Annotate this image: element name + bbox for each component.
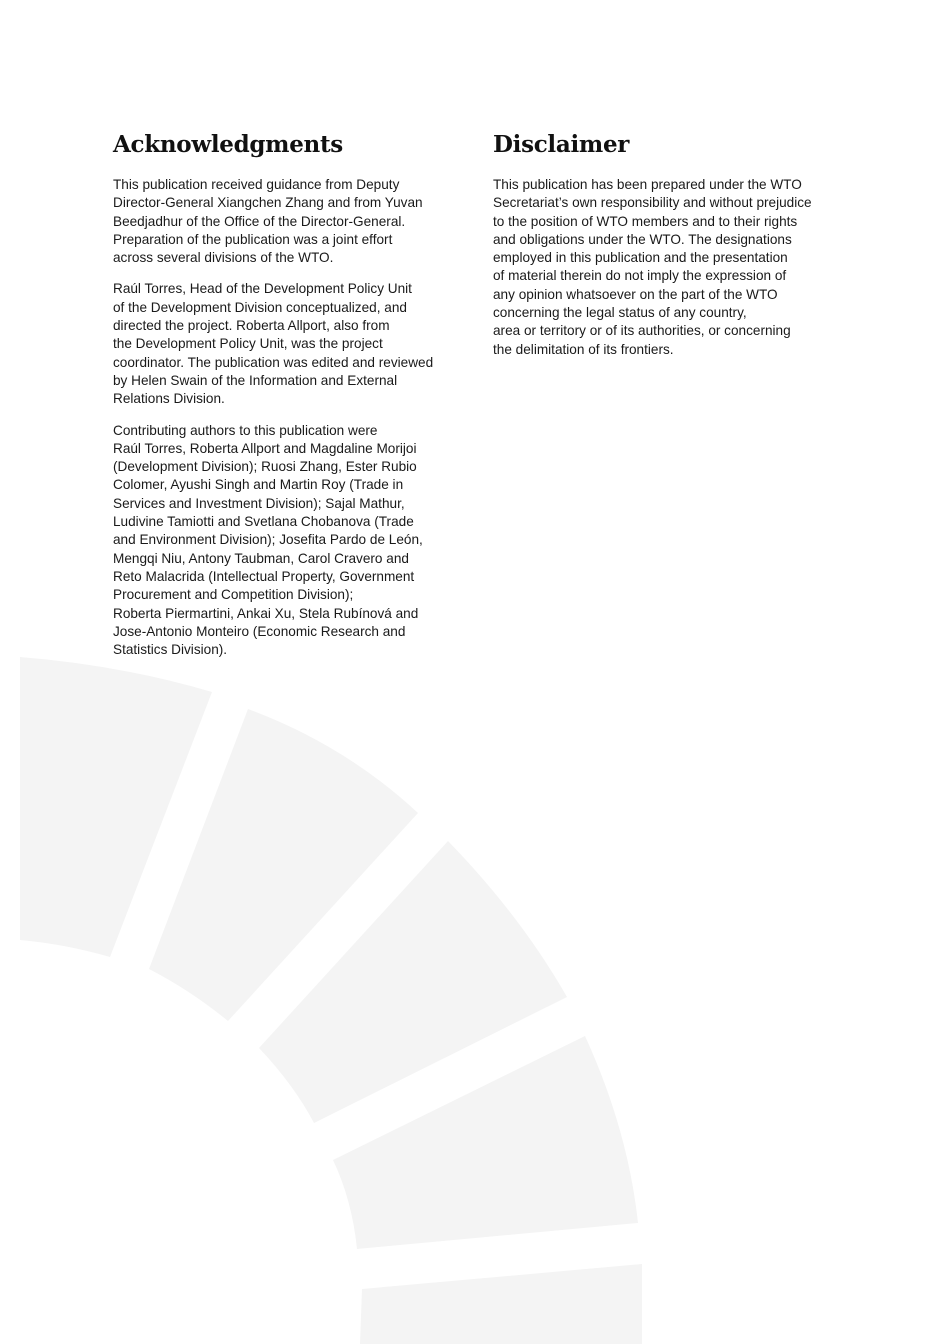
disclaimer-heading: Disclaimer	[493, 131, 630, 158]
disclaimer-section	[493, 128, 843, 372]
acknowledgments-paragraph: Contributing authors to this publication were Raúl Torres, Roberta Allport and Magdaline Morijoi (Development Division); Ruosi Zhang, Ester Rubio Colomer, Ayushi Singh and Martin Roy (Trade in Services and Investment Division); Sajal Mathur, Ludivine Tamiotti and Svetlana Chobanova (Trade and Environment Division); Josefita Pardo de León, Mengqi Niu, Antony Taubman, Carol Cravero and Reto Malacrida (Intellectual Property, Government Procurement and Competition Division); Roberta Piermartini, Ankai Xu, Stela Rubínová and Jose-Antonio Monteiro (Economic Research and Statistics Division).	[113, 422, 423, 658]
ring-segment-5	[360, 1264, 642, 1344]
acknowledgments-paragraph: This publication received guidance from Deputy Director-General Xiangchen Zhang and from Yuvan Beedjadhur of the Office of the Director-General. Preparation of the publication was a joint effort across several divisions of the WTO.	[113, 177, 423, 266]
acknowledgments-heading: Acknowledgments	[113, 131, 343, 158]
acknowledgments-section	[113, 128, 463, 672]
acknowledgments-paragraph: Raúl Torres, Head of the Development Policy Unit of the Development Division conceptualized, and directed the project. Roberta Allport, also from the Development Policy Unit, was the project coordinator. The publication was edited and reviewed by Helen Swain of the Information and External Relations Division.	[113, 281, 434, 407]
disclaimer-paragraph: This publication has been prepared under the WTO Secretariat’s own responsibility and without prejudice to the position of WTO members and to their rights and obligations under the WTO. The designations employed in this publication and the presentation of material therein do not imply the expression of any opinion whatsoever on the part of the WTO concerning the legal status of any country, area or territory or of its authorities, or concerning the delimitation of its frontiers.	[493, 177, 812, 357]
